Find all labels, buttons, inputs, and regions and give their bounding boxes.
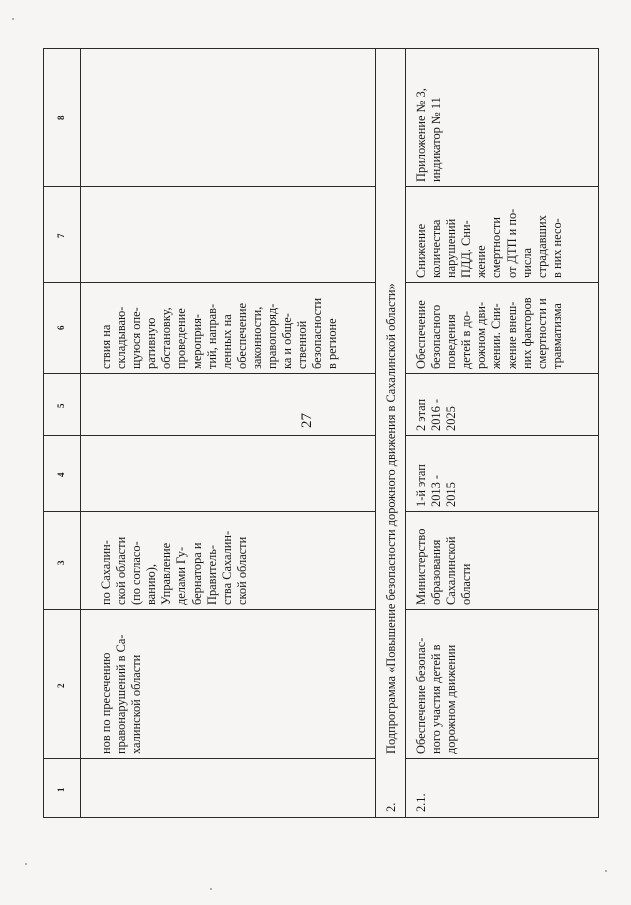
col-divider [405, 758, 598, 759]
row1-col2: нов по пресечению правонарушений в Са- халинской области [99, 634, 144, 754]
row3-col8: Приложение № 3, индикатор № 11 [414, 88, 444, 182]
scan-speck [605, 870, 607, 872]
col-divider [80, 373, 375, 374]
row2-number: 2. [384, 802, 398, 812]
row3-col4: 1-й этап 2013 - 2015 [414, 464, 459, 507]
row-divider [375, 48, 376, 818]
column-header-2: 2 [56, 683, 66, 688]
row3-col5: 2 этап 2016 - 2025 [414, 398, 459, 431]
scan-speck [12, 18, 14, 20]
row3-number: 2.1. [414, 793, 428, 812]
row3-col7: Снижение количества нарушений ПДД. Сни- жение смертности от ДТП и по- числа страдавших в них несо- [414, 208, 564, 278]
scan-speck [210, 888, 212, 890]
column-header-7: 7 [56, 233, 66, 238]
column-header-4: 4 [56, 472, 66, 477]
row-divider [405, 48, 406, 818]
table-border-bottom [43, 817, 599, 818]
table-border-left [43, 48, 44, 818]
col-divider [80, 435, 375, 436]
col-divider [43, 609, 83, 610]
scan-speck [25, 863, 27, 865]
col-divider [43, 186, 83, 187]
row1-col6: ствия на складываю- щуюся опе- ративную обстановку, проведение мероприя- тий, направ- ленных на обеспечение законности, правопоряд- ка и обще- ственной безопасности в регионе [99, 297, 340, 369]
row1-col3: по Сахалин- ской области (по согласо- ванию), Управление делами Гу- бернатора и Правитель- ства Сахалин- ской области [99, 530, 249, 605]
column-header-3: 3 [56, 560, 66, 565]
col-divider [80, 758, 375, 759]
subprogram-title: Подпрограмма «Повышение безопасности дорожного движения в Сахалинской области» [384, 283, 398, 754]
page-number: 27 [299, 413, 315, 428]
row3-col6: Обеспечение безопасного поведения детей в до- рожном дви- жении. Сни- жение внеш- них факторов смертности и травматизма [414, 297, 564, 369]
col-divider [43, 435, 83, 436]
col-divider [43, 511, 83, 512]
table-border-top [43, 48, 599, 49]
table-border-right [598, 48, 599, 818]
column-header-1: 1 [56, 787, 66, 792]
col-divider [43, 282, 83, 283]
row3-col3: Министерство образования Сахалинской области [414, 528, 474, 605]
col-divider [43, 373, 83, 374]
col-divider [80, 186, 375, 187]
column-header-5: 5 [56, 403, 66, 408]
row-divider [80, 48, 81, 818]
column-header-8: 8 [56, 115, 66, 120]
col-divider [43, 758, 83, 759]
column-header-6: 6 [56, 325, 66, 330]
row3-col2: Обеспечение безопас- ного участия детей в дорожном движении [414, 637, 459, 754]
